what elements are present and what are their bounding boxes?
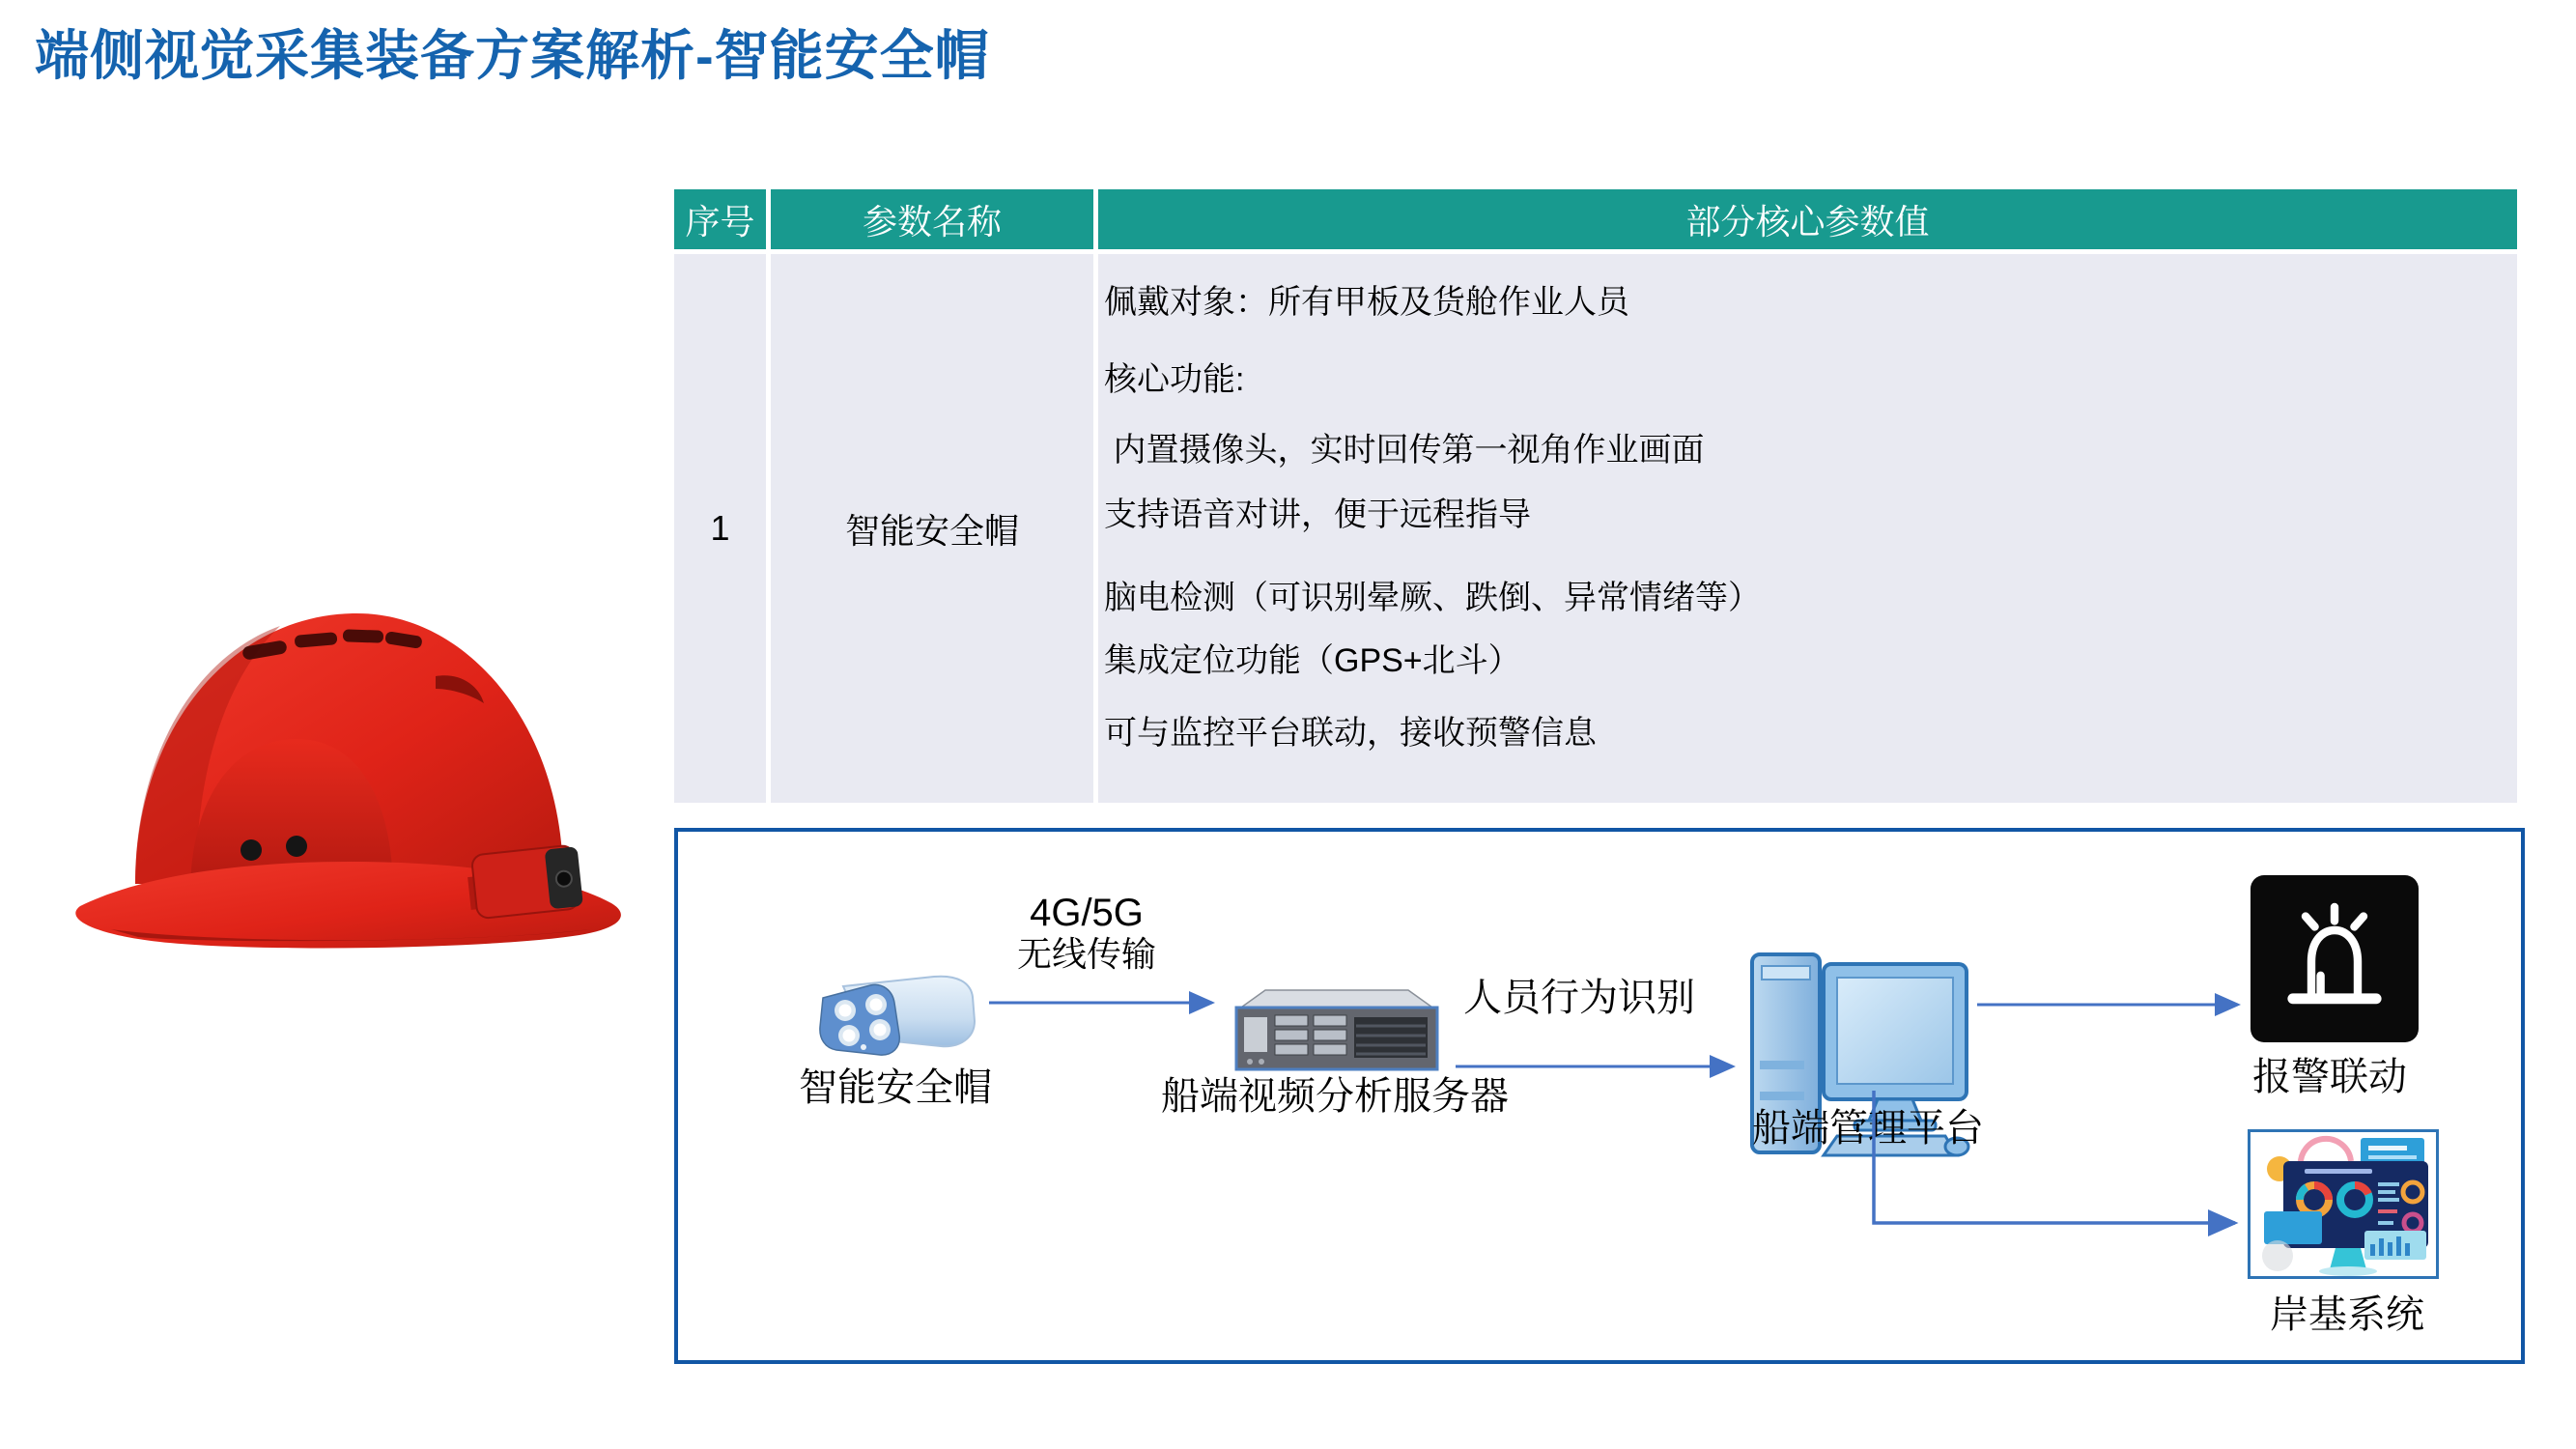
table-header-index: 序号	[674, 189, 766, 249]
helmet-shell-icon	[75, 613, 621, 949]
params-table	[674, 189, 2517, 803]
helmet-camera-icon	[816, 971, 978, 1060]
detail-line: 支持语音对讲，便于远程指导	[1104, 497, 1531, 533]
wireless-label	[971, 892, 1203, 975]
table-cell-name: 智能安全帽	[771, 254, 1093, 803]
alarm-light-icon	[2250, 875, 2419, 1042]
helmet-camera-module-icon	[466, 844, 583, 920]
table-header-name: 参数名称	[771, 189, 1093, 249]
wireless-label-line1: 4G/5G	[1030, 892, 1144, 934]
detail-line: 佩戴对象：所有甲板及货舱作业人员	[1104, 284, 1629, 321]
table-cell-index: 1	[674, 254, 766, 803]
ship-platform-label: 船端管理平台	[1752, 1107, 1984, 1150]
detail-line: 集成定位功能（GPS+北斗）	[1104, 642, 1521, 679]
page-title: 端侧视觉采集装备方案解析-智能安全帽	[35, 25, 990, 86]
table-cell-details	[1098, 254, 2517, 803]
shore-dashboard-icon	[2248, 1129, 2439, 1279]
server-icon	[1231, 979, 1443, 1075]
video-server-label: 船端视频分析服务器	[1161, 1075, 1509, 1118]
smart-helmet-image	[53, 560, 647, 961]
diagram-panel	[674, 828, 2525, 1364]
behavior-recognition-label: 人员行为识别	[1463, 977, 1695, 1019]
shore-system-label: 岸基系统	[2270, 1293, 2424, 1336]
detail-line: 脑电检测（可识别晕厥、跌倒、异常情绪等）	[1104, 580, 1761, 616]
helmet-camera-label: 智能安全帽	[799, 1066, 992, 1109]
detail-line: 内置摄像头，实时回传第一视角作业画面	[1104, 432, 1705, 469]
wireless-label-line2: 无线传输	[1016, 934, 1156, 974]
detail-line: 核心功能:	[1104, 361, 1245, 398]
alarm-label: 报警联动	[2252, 1056, 2407, 1098]
table-header-value: 部分核心参数值	[1098, 189, 2517, 249]
detail-line: 可与监控平台联动，接收预警信息	[1104, 715, 1597, 752]
